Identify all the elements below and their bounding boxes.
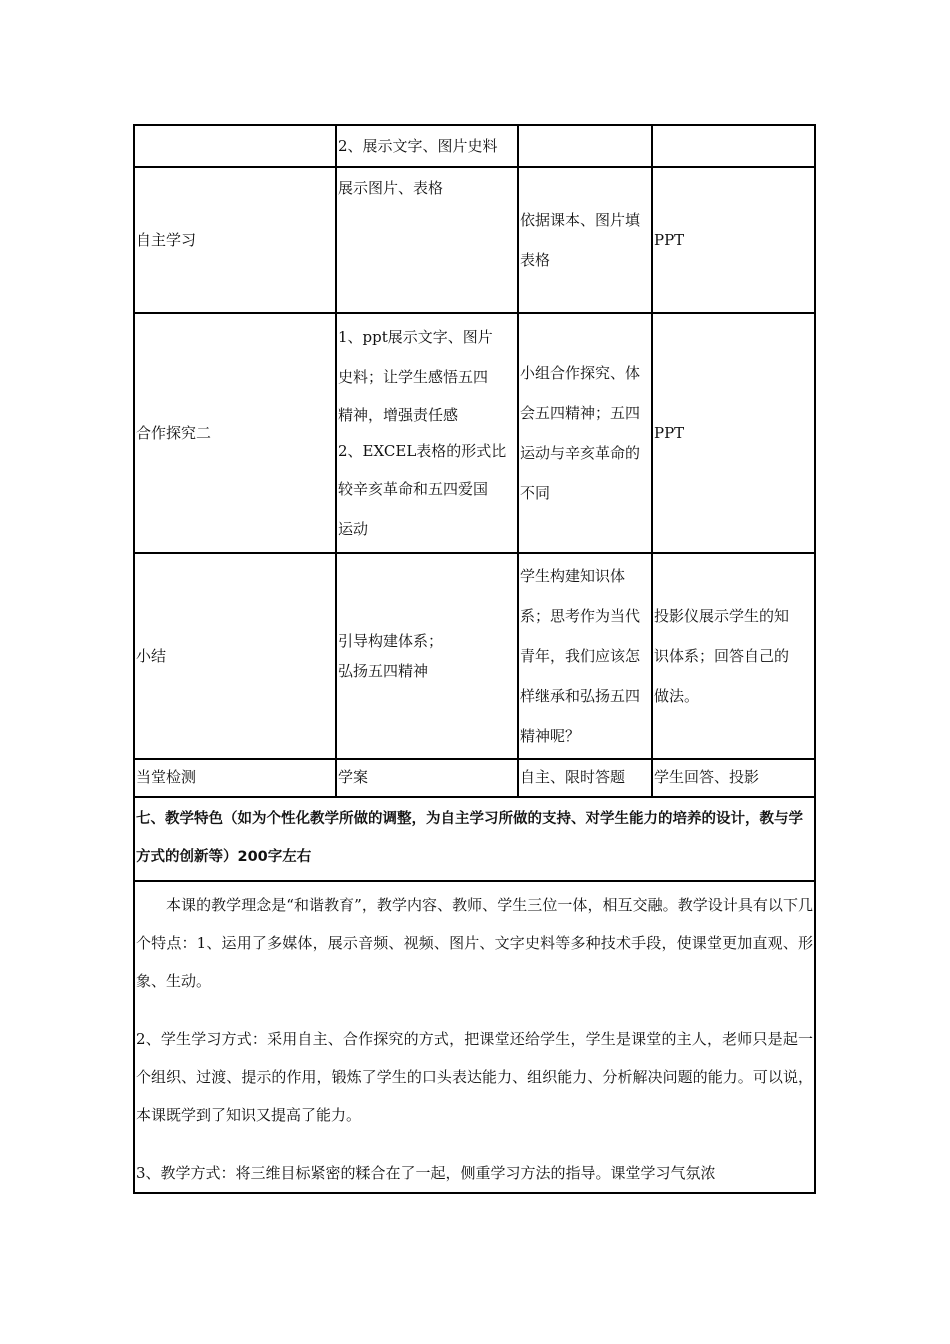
cell-line: 识体系；回答自己的 [654,647,790,665]
student-activity-cell [518,553,652,759]
student-activity-cell [518,759,652,797]
cell-line: 会五四精神；五四 [520,404,641,422]
table-row [134,553,815,759]
paragraph: 本课的教学理念是“和谐教育”，教学内容、教师、学生三位一体，相互交融。教学设计具有以下几个特点：1、运用了多媒体，展示音频、视频、图片、文字史料等多种技术手段，使课堂更加直观、形象、生动。 [136,896,813,990]
cell-line: 自主、限时答题 [520,768,626,786]
cell-line: 学生构建知识体 [520,567,626,585]
cell-line: 史料；让学生感悟五四 [338,368,489,386]
table-row [134,125,815,167]
cell-line: 1、ppt展示文字、图片 [338,328,493,346]
stage-cell [134,125,336,167]
cell-line: 小组合作探究、体 [520,364,641,382]
cell-line: 不同 [520,484,551,502]
section-body-row [134,881,815,1193]
teacher-activity-cell [336,167,518,313]
section-body [134,881,815,1193]
cell-line: 较辛亥革命和五四爱国 [338,480,489,498]
teacher-activity-cell [336,313,518,553]
paragraph: 3、教学方式：将三维目标紧密的糅合在了一起，侧重学习方法的指导。课堂学习气氛浓 [136,1164,716,1182]
section-heading-row [134,797,815,881]
cell-line: 展示图片、表格 [338,179,444,197]
paragraph: 2、学生学习方式：采用自主、合作探究的方式，把课堂还给学生，学生是课堂的主人，老师只是起一个组织、过渡、提示的作用，锻炼了学生的口头表达能力、组织能力、分析解决问题的能力。可以说，本课既学到了知识又提高了能力。 [136,1030,813,1124]
section-heading: 七、教学特色（如为个性化教学所做的调整，为自主学习所做的支持、对学生能力的培养的设计，教与学方式的创新等）200字左右 [134,797,815,881]
media-cell [652,125,815,167]
teacher-activity-cell [336,759,518,797]
cell-line: 2、展示文字、图片史料 [338,137,498,155]
stage-cell: 当堂检测 [134,759,336,797]
student-activity-cell [518,125,652,167]
cell-line: 弘扬五四精神 [338,662,429,680]
table-row [134,313,815,553]
media-cell: 学生回答、投影 [652,759,815,797]
teacher-activity-cell [336,553,518,759]
cell-line: 投影仪展示学生的知 [654,607,790,625]
cell-line: 引导构建体系； [338,632,444,650]
student-activity-cell [518,167,652,313]
cell-line: 学案 [338,768,369,786]
media-cell: PPT [652,313,815,553]
cell-line: 精神，增强责任感 [338,406,459,424]
cell-line: 做法。 [654,687,700,705]
table-row [134,759,815,797]
lesson-plan-table [133,124,816,1194]
cell-line: 青年，我们应该怎 [520,647,641,665]
cell-line: 表格 [520,251,551,269]
cell-line: 精神呢？ [520,727,581,745]
cell-line: 2、EXCEL表格的形式比 [338,442,507,460]
cell-line: 运动 [338,520,369,538]
cell-line: 运动与辛亥革命的 [520,444,641,462]
media-cell: PPT [652,167,815,313]
student-activity-cell [518,313,652,553]
stage-cell: 合作探究二 [134,313,336,553]
stage-cell: 自主学习 [134,167,336,313]
table-row [134,167,815,313]
media-cell [652,553,815,759]
stage-cell: 小结 [134,553,336,759]
cell-line: 样继承和弘扬五四 [520,687,641,705]
cell-line: 依据课本、图片填 [520,211,641,229]
teacher-activity-cell [336,125,518,167]
cell-line: 系；思考作为当代 [520,607,641,625]
